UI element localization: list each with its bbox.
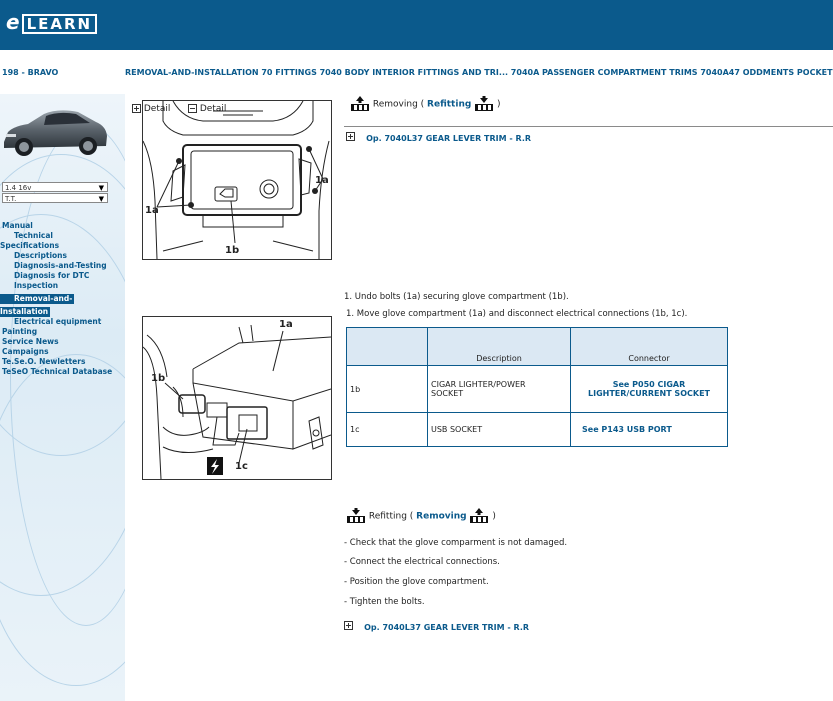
nav-item-teseo-newletters[interactable]: Te.Se.O. Newletters [2,357,86,366]
logo-e: e [6,10,21,34]
nav-item-technical[interactable]: Technical [14,231,53,240]
op-link-top[interactable]: Op. 7040L37 GEAR LEVER TRIM - R.R [366,134,532,143]
removing-label: Removing [372,99,418,110]
expand-plus-icon [344,621,353,630]
connector-table [346,327,728,447]
detail-collapse-control[interactable] [188,104,226,114]
table-header-connector: Connector [571,328,728,366]
refitting-icon [474,96,494,112]
nav-item-service-news[interactable]: Service News [2,337,59,346]
callout-1c: 1c [235,461,248,472]
chevron-down-icon: ▼ [98,184,104,192]
collapse-minus-icon [188,104,197,113]
nav-item-removal-line1: Removal-and- [0,294,74,304]
table-row [347,413,728,447]
detail-minus-label: Detail [199,104,227,114]
logo-word: LEARN [22,14,98,34]
refitting-icon [346,508,366,524]
row-ref: 1b [347,366,428,413]
refit-step-check: - Check that the glove comparment is not damaged. [344,538,568,548]
engine-select[interactable] [2,182,108,192]
sidebar-nav [0,221,125,377]
table-header-ref [347,328,428,366]
nav-item-manual[interactable]: Manual [2,221,33,230]
nav-item-removal-installation-2[interactable] [0,304,125,317]
removing-link[interactable]: Removing [416,511,467,522]
op-link-bottom[interactable]: Op. 7040L37 GEAR LEVER TRIM - R.R [364,623,530,632]
expand-plus-icon [346,132,355,141]
row-ref: 1c [347,413,428,447]
table-header-row [347,328,728,366]
refit-step-connect: - Connect the electrical connections. [344,557,500,567]
nav-item-removal-installation[interactable] [0,291,125,304]
op-link-bottom-row[interactable] [344,615,529,634]
nav-item-painting[interactable]: Painting [2,327,38,336]
paren-close: ) [492,511,496,522]
car-image [0,102,110,162]
sidebar [0,94,125,701]
refitting-header [346,508,496,524]
figure-bolts [142,100,332,260]
row-description-line2: SOCKET [431,389,464,398]
gearbox-select-value: T.T. [5,195,17,203]
step-move-glove: 1. Move glove compartment (1a) and disconnect electrical connections (1b, 1c). [346,309,688,319]
figure-bolts-drawing [143,101,331,259]
refit-step-position: - Position the glove compartment. [344,577,489,587]
callout-1b: 1b [151,373,166,384]
step-undo-bolts: 1. Undo bolts (1a) securing glove compartment (1b). [344,292,569,302]
expand-plus-icon [132,104,141,113]
table-row [347,366,728,413]
refitting-label: Refitting [368,511,407,522]
nav-item-specifications[interactable]: Specifications [0,241,60,250]
row-connector[interactable] [571,366,728,413]
paren-open: ( [420,99,425,110]
detail-expand-control[interactable] [132,104,170,114]
callout-1a-left: 1a [145,205,159,216]
nav-item-diagnosis-testing[interactable]: Diagnosis-and-Testing [14,261,107,270]
paren-open: ( [409,511,414,522]
removing-header [350,96,501,112]
figure-connectors-drawing [143,317,331,479]
nav-item-teseo-database[interactable]: TeSeO Technical Database [2,367,113,376]
callout-1b: 1b [225,245,240,256]
nav-item-diagnosis-dtc[interactable]: Diagnosis for DTC [14,271,90,280]
table-header-description: Description [428,328,571,366]
breadcrumb: REMOVAL-AND-INSTALLATION 70 FITTINGS 7040 BODY INTERIOR FITTINGS AND TRI... 7040A PASSENGER COMPARTMENT TRIMS 7040A47 ODDMENTS POCKET [125,68,833,77]
elearn-logo [6,10,97,34]
row-description [428,366,571,413]
paren-close: ) [497,99,501,110]
figure-connectors [142,316,332,480]
callout-1a-right: 1a [315,175,329,186]
removing-icon [350,96,370,112]
connector-link-line1[interactable]: See P050 CIGAR [612,380,686,389]
nav-item-campaigns[interactable]: Campaigns [2,347,49,356]
chevron-down-icon: ▼ [98,195,104,203]
refitting-link[interactable]: Refitting [427,99,472,110]
connector-link-line2[interactable]: LIGHTER/CURRENT SOCKET [588,389,710,398]
engine-select-value: 1.4 16v [5,184,32,192]
nav-item-electrical[interactable]: Electrical equipment [14,317,102,326]
connector-link-line1[interactable]: See P143 USB PORT [582,425,672,434]
removing-icon [469,508,489,524]
row-description: USB SOCKET [428,413,571,447]
detail-plus-label: Detail [143,104,171,114]
row-connector[interactable] [571,413,728,447]
nav-item-removal-line2: Installation [0,307,49,316]
op-link-top-row[interactable] [346,126,531,145]
gearbox-select[interactable] [2,193,108,203]
nav-item-descriptions[interactable]: Descriptions [14,251,67,260]
refit-step-tighten: - Tighten the bolts. [344,597,425,607]
app-header [0,0,833,50]
nav-item-inspection[interactable]: Inspection [14,281,59,290]
row-description-line1: CIGAR LIGHTER/POWER [431,380,526,389]
callout-1a: 1a [279,319,293,330]
model-label: 198 - BRAVO [2,68,59,77]
